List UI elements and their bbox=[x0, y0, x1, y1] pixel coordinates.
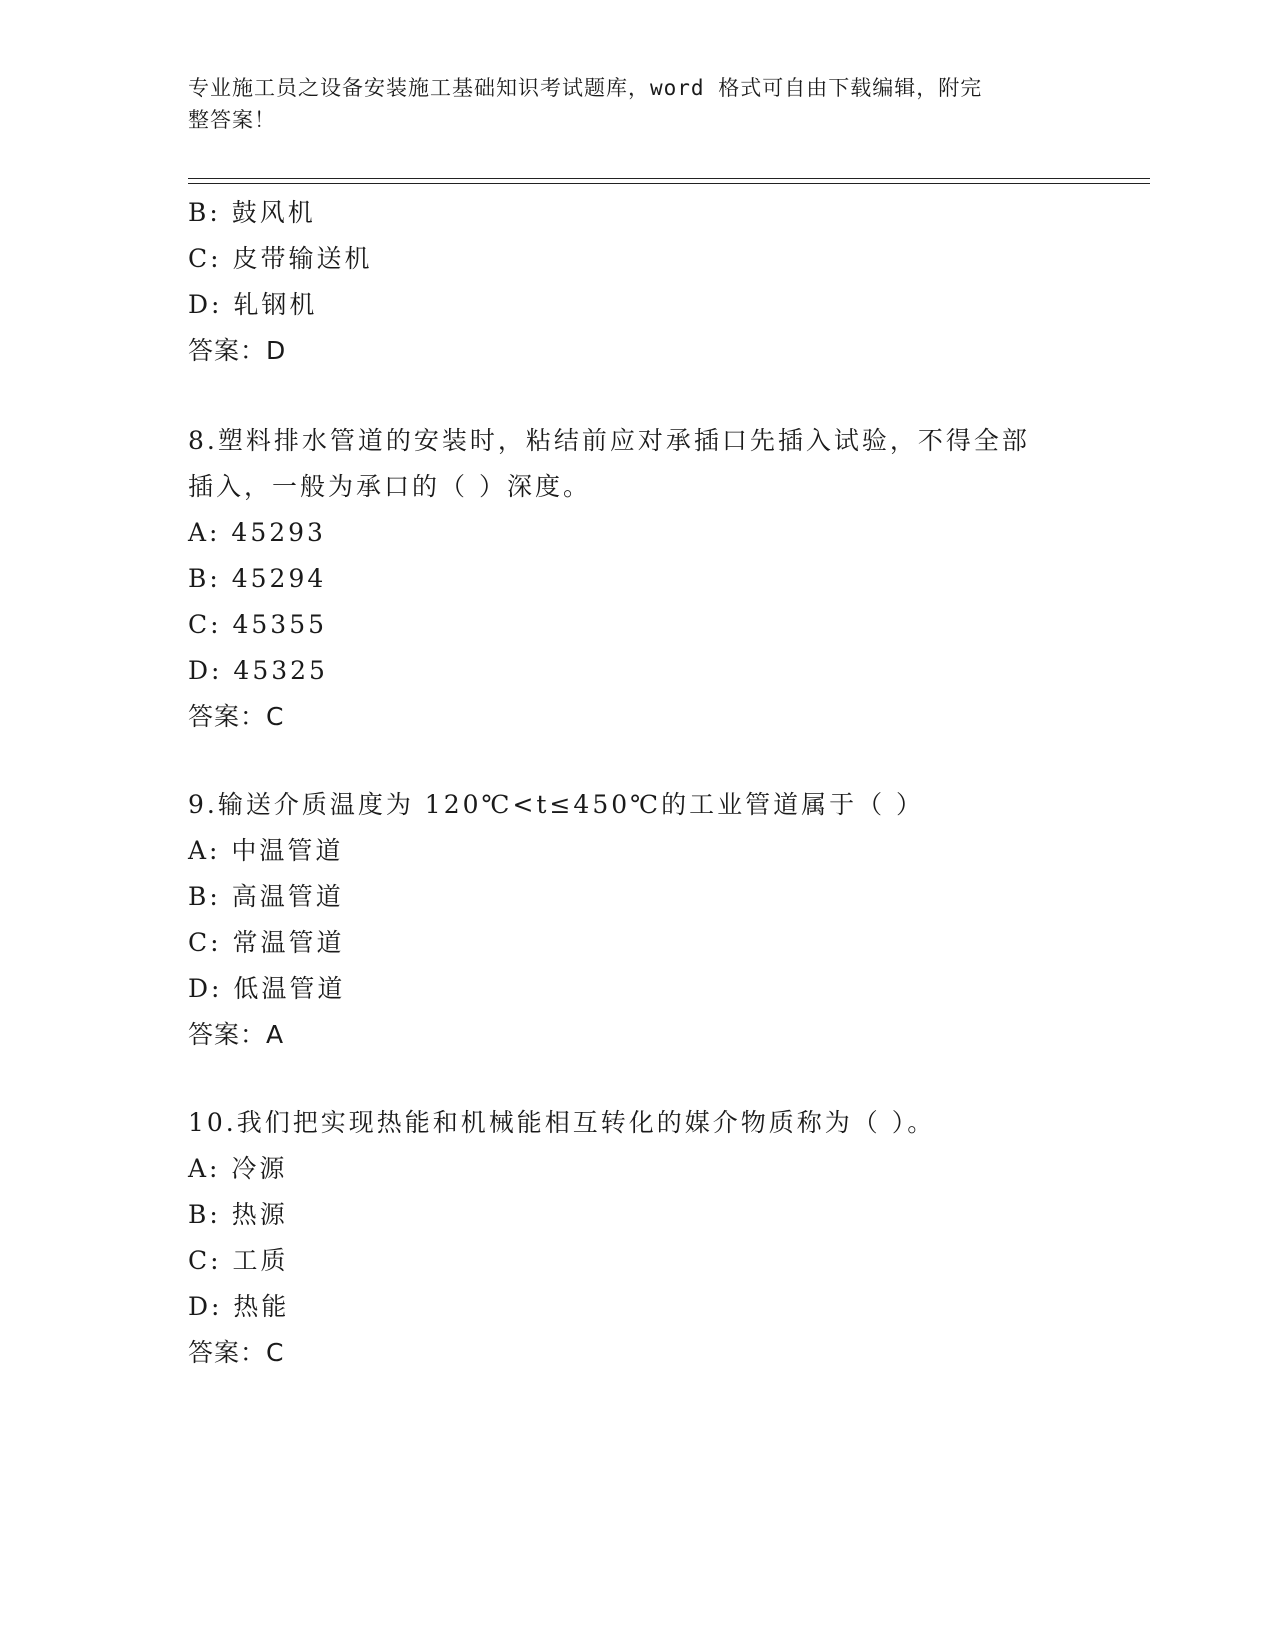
question-stem: 8.塑料排水管道的安装时，粘结前应对承插口先插入试验，不得全部 bbox=[188, 426, 1030, 455]
document-header bbox=[188, 72, 1068, 136]
answer-line: 答案：D bbox=[188, 336, 287, 365]
option-a: A: 冷源 bbox=[188, 1154, 288, 1183]
option-b: B: 热源 bbox=[188, 1200, 288, 1229]
question-8 bbox=[188, 418, 1088, 740]
header-divider-top bbox=[188, 178, 1150, 179]
question-7-continued bbox=[188, 190, 1088, 374]
header-line-2: 整答案！ bbox=[188, 108, 276, 132]
option-b: B: 45294 bbox=[188, 564, 327, 593]
answer-line: 答案：C bbox=[188, 702, 285, 731]
option-b: B: 鼓风机 bbox=[188, 198, 316, 227]
option-d: D: 轧钢机 bbox=[188, 290, 318, 319]
header-divider-bottom bbox=[188, 183, 1150, 184]
question-10 bbox=[188, 1100, 1088, 1376]
option-d: D: 热能 bbox=[188, 1292, 290, 1321]
question-9 bbox=[188, 782, 1088, 1058]
question-stem: 9.输送介质温度为 120℃<t≤450℃的工业管道属于（ ） bbox=[188, 790, 925, 819]
option-d: D: 45325 bbox=[188, 656, 328, 685]
answer-line: 答案：C bbox=[188, 1338, 285, 1367]
option-c: C: 皮带输送机 bbox=[188, 244, 373, 273]
option-b: B: 高温管道 bbox=[188, 882, 344, 911]
option-a: A: 45293 bbox=[188, 518, 326, 547]
question-stem: 10.我们把实现热能和机械能相互转化的媒介物质称为（ ）。 bbox=[188, 1108, 936, 1137]
option-c: C: 工质 bbox=[188, 1246, 289, 1275]
option-c: C: 常温管道 bbox=[188, 928, 345, 957]
option-c: C: 45355 bbox=[188, 610, 328, 639]
question-stem: 插入，一般为承口的（ ）深度。 bbox=[188, 472, 591, 501]
option-d: D: 低温管道 bbox=[188, 974, 346, 1003]
option-a: A: 中温管道 bbox=[188, 836, 344, 865]
header-line-1: 专业施工员之设备安装施工基础知识考试题库，word 格式可自由下载编辑，附完 bbox=[188, 76, 983, 100]
question-content bbox=[188, 190, 1088, 1376]
answer-line: 答案：A bbox=[188, 1020, 285, 1049]
